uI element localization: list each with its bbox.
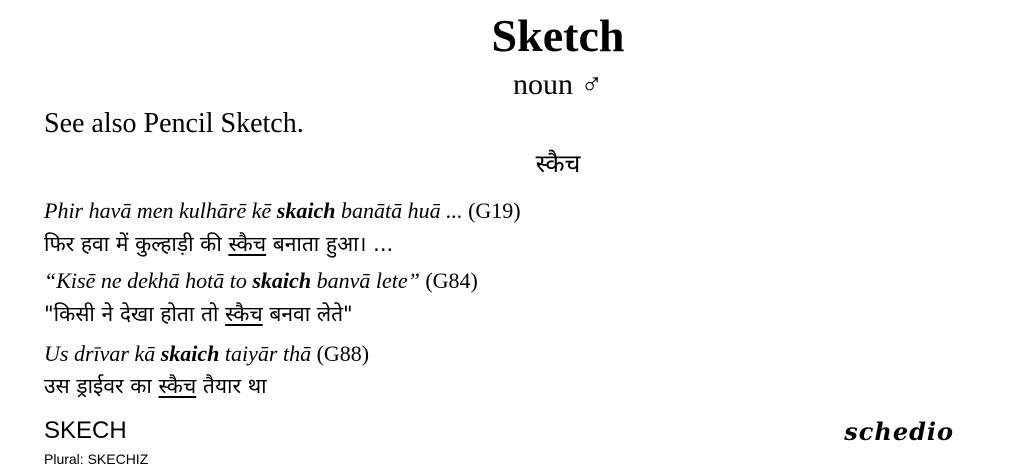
gothic-word: schedio (844, 417, 954, 446)
part-of-speech: noun ♂ (513, 68, 603, 101)
example-source: (G88) (316, 341, 370, 366)
hindi-text-pre: उस ड्राईवर का (44, 374, 159, 398)
footer-headword: SKECH (44, 417, 127, 444)
hindi-text-pre: फिर हवा में कुल्हाड़ी की (44, 232, 229, 256)
example-hindi (44, 298, 353, 330)
hindi-keyword: स्कैच (158, 374, 197, 398)
hindi-headword: स्कैच (535, 149, 581, 178)
example-hindi (44, 228, 393, 260)
example-source: (G84) (425, 268, 478, 293)
see-also-note: See also Pencil Sketch. (44, 108, 304, 139)
example-hindi (44, 370, 267, 402)
hindi-keyword: स्कैच (228, 232, 267, 256)
example-text-pre: Us drīvar kā (44, 341, 161, 366)
example-text-pre: Phir havā men kulhārē kē (44, 198, 277, 223)
example-transliteration (44, 339, 369, 369)
footer-plural: Plural: SKECHIZ (44, 451, 149, 467)
hindi-keyword: स्कैच (225, 302, 263, 326)
example-transliteration (44, 266, 478, 296)
example-text-post: banvā lete” (311, 268, 426, 293)
example-keyword: skaich (276, 198, 336, 223)
hindi-text-pre: "किसी ने देखा होता तो (44, 302, 226, 326)
hindi-text-post: बनवा लेते" (262, 302, 353, 326)
hindi-text-post: तैयार था (196, 374, 267, 398)
example-text-post: banātā huā ... (335, 198, 469, 223)
example-text-pre: “Kisē ne dekhā hotā to (44, 268, 253, 293)
hindi-text-post: बनाता हुआ। ... (266, 232, 394, 256)
example-keyword: skaich (160, 341, 220, 366)
example-text-post: taiyār thā (219, 341, 317, 366)
example-source: (G19) (468, 198, 521, 223)
entry-title: Sketch (491, 10, 625, 61)
example-keyword: skaich (252, 268, 312, 293)
example-transliteration (44, 196, 521, 226)
